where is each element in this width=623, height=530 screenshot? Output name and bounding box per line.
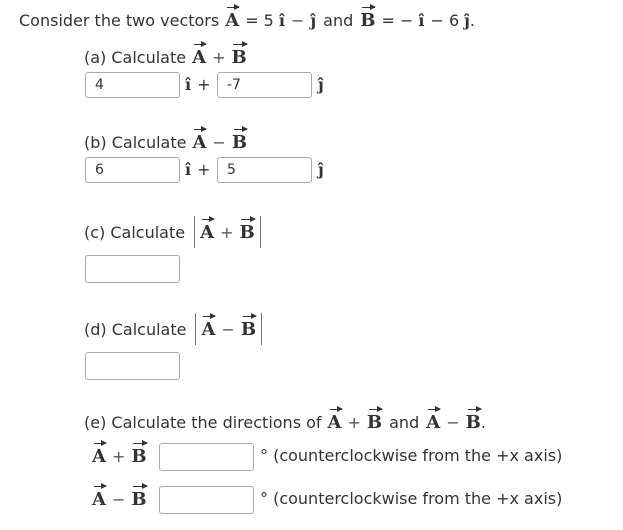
part-a-label: (a) Calculate (84, 48, 187, 67)
plus-operator: + (197, 160, 211, 179)
unit-i-symbol: î (185, 75, 192, 94)
part-e-heading (84, 412, 486, 433)
part-e-row1-unit (260, 446, 562, 465)
part-a-i-plus (185, 75, 210, 94)
plus-operator: + (347, 413, 361, 432)
vector-a-symbol: A (200, 221, 215, 243)
part-d-label: (d) Calculate (84, 319, 187, 339)
minus-operator: − (221, 319, 235, 339)
abs-bar-left (195, 313, 196, 345)
part-a-x-input[interactable]: 4 (85, 72, 180, 98)
vector-a-x-component: = 5 (245, 11, 274, 30)
minus-operator: − (290, 11, 305, 30)
vector-b-symbol: B (465, 412, 481, 433)
part-b-j-unit (318, 160, 324, 179)
unit-i-symbol: î (278, 11, 285, 30)
part-b-y-input[interactable]: 5 (217, 157, 312, 183)
part-c-label: (c) Calculate (84, 222, 186, 242)
part-b-x-input[interactable]: 6 (85, 157, 180, 183)
part-e-difference-direction-input[interactable] (159, 486, 254, 514)
vector-b-y-component: − 6 (430, 11, 460, 30)
vector-a-symbol: A (92, 446, 106, 467)
part-e-row2-label (92, 489, 147, 510)
degree-direction-note: ° (counterclockwise from the +x axis) (260, 489, 563, 508)
part-b-label: (b) Calculate (84, 133, 187, 152)
minus-operator: − (111, 490, 126, 509)
unit-j-symbol: ĵ (318, 75, 324, 94)
plus-operator: + (197, 75, 211, 94)
part-a-j-unit (318, 75, 324, 94)
part-a-y-input[interactable]: -7 (217, 72, 312, 98)
intro-period: . (469, 11, 476, 30)
part-e-sum-direction-input[interactable] (159, 443, 254, 471)
part-b-heading (84, 132, 247, 153)
vector-a-symbol: A (92, 489, 106, 510)
vector-b-symbol: B (231, 47, 247, 68)
vector-b-symbol: B (239, 221, 255, 243)
abs-bar-right (260, 216, 261, 248)
plus-operator: + (111, 447, 126, 466)
vector-a-symbol: A (192, 132, 207, 153)
part-d-magnitude-input[interactable] (85, 352, 180, 380)
unit-i-symbol: î (185, 160, 192, 179)
vector-b-symbol: B (131, 489, 147, 510)
plus-operator: + (220, 222, 234, 242)
abs-bar-left (194, 216, 195, 248)
degree-direction-note: ° (counterclockwise from the +x axis) (260, 446, 563, 465)
vector-a-symbol: A (225, 10, 240, 31)
intro-prefix: Consider the two vectors (19, 11, 220, 30)
unit-j-symbol: ĵ (310, 11, 317, 30)
unit-j-symbol: ĵ (464, 11, 470, 30)
vector-a-symbol: A (426, 412, 441, 433)
part-b-i-plus (185, 160, 210, 179)
part-c-heading (84, 216, 266, 248)
part-e-label: (e) Calculate the directions of (84, 413, 322, 432)
unit-i-symbol: î (418, 11, 425, 30)
abs-bar-right (261, 313, 262, 345)
part-e-row1-label (92, 446, 147, 467)
part-e-and: and (389, 413, 420, 432)
plus-operator: + (212, 48, 226, 67)
part-e-period: . (480, 413, 486, 432)
problem-statement (19, 10, 475, 31)
vector-b-x-component: = − (381, 11, 414, 30)
part-c-magnitude-input[interactable] (85, 255, 180, 283)
vector-a-symbol: A (201, 318, 216, 340)
vector-b-symbol: B (240, 318, 257, 340)
part-e-row2-unit (260, 489, 562, 508)
vector-b-symbol: B (131, 446, 147, 467)
minus-operator: − (212, 133, 226, 152)
vector-b-symbol: B (366, 412, 383, 433)
part-d-heading (84, 313, 267, 345)
vector-b-symbol: B (231, 132, 248, 153)
part-a-heading (84, 47, 247, 68)
vector-a-symbol: A (192, 47, 207, 68)
intro-and: and (323, 11, 354, 30)
minus-operator: − (446, 413, 460, 432)
vector-b-symbol: B (360, 10, 376, 31)
vector-a-symbol: A (327, 412, 342, 433)
unit-j-symbol: ĵ (318, 160, 324, 179)
